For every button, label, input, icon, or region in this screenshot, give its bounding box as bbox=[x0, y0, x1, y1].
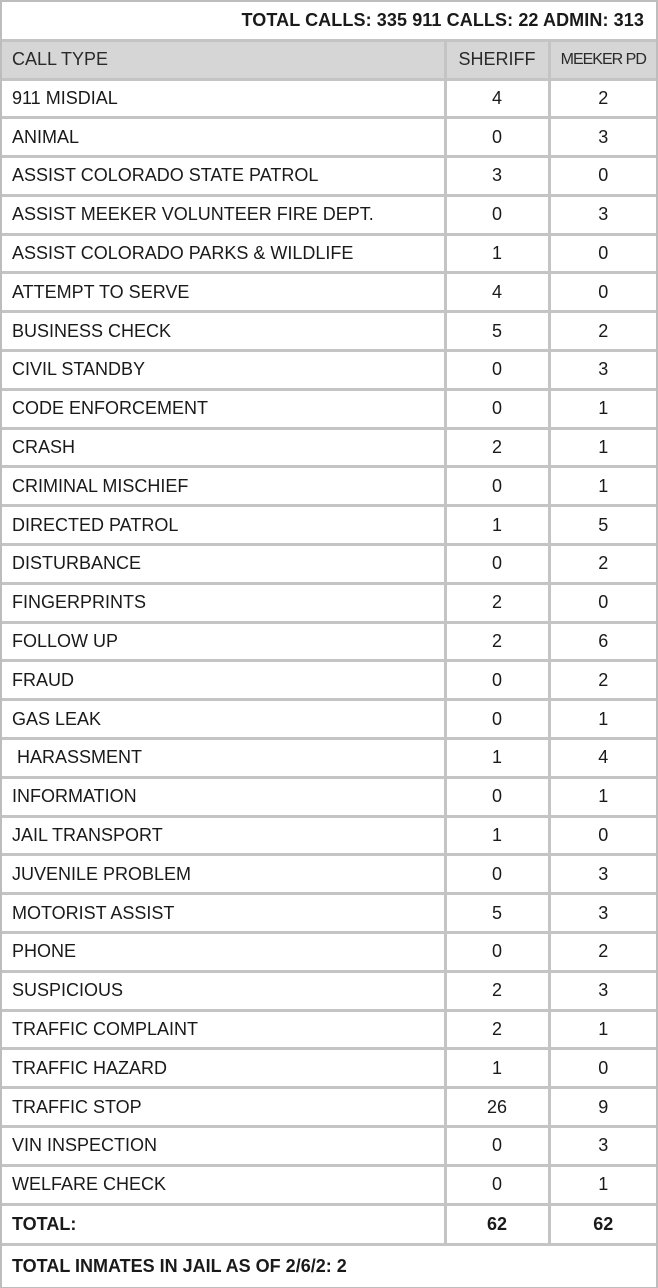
table-row bbox=[2, 428, 656, 467]
table-row bbox=[2, 351, 656, 390]
sheriff-count-cell: 0 bbox=[445, 777, 549, 816]
sheriff-count-cell: 1 bbox=[445, 1049, 549, 1088]
meeker-pd-count-cell: 1 bbox=[549, 777, 656, 816]
call-type-cell: ASSIST MEEKER VOLUNTEER FIRE DEPT. bbox=[2, 195, 445, 234]
sheriff-count-cell: 2 bbox=[445, 971, 549, 1010]
call-type-cell: DIRECTED PATROL bbox=[2, 506, 445, 545]
sheriff-count-cell: 0 bbox=[445, 545, 549, 584]
sheriff-count-cell: 3 bbox=[445, 157, 549, 196]
meeker-pd-count-cell: 0 bbox=[549, 816, 656, 855]
sheriff-count-cell: 0 bbox=[445, 389, 549, 428]
sheriff-count-cell: 4 bbox=[445, 79, 549, 118]
meeker-pd-count-cell: 3 bbox=[549, 351, 656, 390]
sheriff-count-cell: 2 bbox=[445, 583, 549, 622]
call-type-cell: BUSINESS CHECK bbox=[2, 312, 445, 351]
table-row bbox=[2, 894, 656, 933]
table-row bbox=[2, 506, 656, 545]
meeker-pd-count-cell: 0 bbox=[549, 1049, 656, 1088]
table-row bbox=[2, 700, 656, 739]
total-meeker-pd: 62 bbox=[549, 1204, 656, 1244]
meeker-pd-count-cell: 2 bbox=[549, 661, 656, 700]
sheriff-count-cell: 2 bbox=[445, 428, 549, 467]
table-row bbox=[2, 622, 656, 661]
table-row bbox=[2, 234, 656, 273]
sheriff-count-cell: 2 bbox=[445, 622, 549, 661]
meeker-pd-count-cell: 4 bbox=[549, 739, 656, 778]
call-type-cell: SUSPICIOUS bbox=[2, 971, 445, 1010]
table-row bbox=[2, 467, 656, 506]
sheriff-count-cell: 0 bbox=[445, 118, 549, 157]
meeker-pd-count-cell: 9 bbox=[549, 1088, 656, 1127]
sheriff-count-cell: 0 bbox=[445, 661, 549, 700]
sheriff-count-cell: 26 bbox=[445, 1088, 549, 1127]
table-row bbox=[2, 545, 656, 584]
call-type-cell: ATTEMPT TO SERVE bbox=[2, 273, 445, 312]
call-type-cell: FOLLOW UP bbox=[2, 622, 445, 661]
column-header-sheriff: SHERIFF bbox=[445, 42, 549, 79]
call-type-cell: VIN INSPECTION bbox=[2, 1127, 445, 1166]
inmates-text: TOTAL INMATES IN JAIL AS OF 2/6/2: 2 bbox=[12, 1255, 347, 1276]
call-type-cell: FRAUD bbox=[2, 661, 445, 700]
call-type-cell: JUVENILE PROBLEM bbox=[2, 855, 445, 894]
call-type-cell: CRIMINAL MISCHIEF bbox=[2, 467, 445, 506]
column-header-row bbox=[2, 42, 656, 79]
call-type-cell: MOTORIST ASSIST bbox=[2, 894, 445, 933]
table-body bbox=[2, 79, 656, 1244]
table-row bbox=[2, 1127, 656, 1166]
summary-header bbox=[2, 2, 656, 42]
total-label: TOTAL: bbox=[2, 1204, 445, 1244]
table-row bbox=[2, 1049, 656, 1088]
call-type-cell: JAIL TRANSPORT bbox=[2, 816, 445, 855]
call-type-cell: DISTURBANCE bbox=[2, 545, 445, 584]
table-row bbox=[2, 661, 656, 700]
sheriff-count-cell: 5 bbox=[445, 312, 549, 351]
sheriff-count-cell: 1 bbox=[445, 816, 549, 855]
meeker-pd-count-cell: 3 bbox=[549, 971, 656, 1010]
sheriff-count-cell: 0 bbox=[445, 195, 549, 234]
total-sheriff: 62 bbox=[445, 1204, 549, 1244]
meeker-pd-count-cell: 0 bbox=[549, 273, 656, 312]
call-type-cell: TRAFFIC HAZARD bbox=[2, 1049, 445, 1088]
meeker-pd-count-cell: 3 bbox=[549, 894, 656, 933]
meeker-pd-count-cell: 1 bbox=[549, 467, 656, 506]
table-row bbox=[2, 816, 656, 855]
table-row bbox=[2, 1088, 656, 1127]
call-type-cell: TRAFFIC COMPLAINT bbox=[2, 1010, 445, 1049]
table-row bbox=[2, 1010, 656, 1049]
sheriff-count-cell: 0 bbox=[445, 1127, 549, 1166]
table-row bbox=[2, 157, 656, 196]
meeker-pd-count-cell: 2 bbox=[549, 312, 656, 351]
sheriff-count-cell: 1 bbox=[445, 739, 549, 778]
table-row bbox=[2, 583, 656, 622]
table-row bbox=[2, 389, 656, 428]
meeker-pd-count-cell: 1 bbox=[549, 428, 656, 467]
call-type-cell: INFORMATION bbox=[2, 777, 445, 816]
meeker-pd-count-cell: 1 bbox=[549, 1010, 656, 1049]
meeker-pd-count-cell: 0 bbox=[549, 583, 656, 622]
call-type-cell: CRASH bbox=[2, 428, 445, 467]
call-type-cell: CODE ENFORCEMENT bbox=[2, 389, 445, 428]
call-type-cell: HARASSMENT bbox=[2, 739, 445, 778]
sheriff-count-cell: 1 bbox=[445, 506, 549, 545]
sheriff-count-cell: 0 bbox=[445, 933, 549, 972]
meeker-pd-count-cell: 2 bbox=[549, 545, 656, 584]
call-type-cell: ANIMAL bbox=[2, 118, 445, 157]
call-type-cell: 911 MISDIAL bbox=[2, 79, 445, 118]
call-type-cell: ASSIST COLORADO PARKS & WILDLIFE bbox=[2, 234, 445, 273]
sheriff-count-cell: 2 bbox=[445, 1010, 549, 1049]
call-type-cell: FINGERPRINTS bbox=[2, 583, 445, 622]
column-header-meeker-pd: MEEKER PD bbox=[549, 42, 656, 79]
column-header-call-type: CALL TYPE bbox=[2, 42, 445, 79]
inmates-footer bbox=[2, 1246, 656, 1287]
sheriff-count-cell: 5 bbox=[445, 894, 549, 933]
table-row bbox=[2, 1165, 656, 1204]
table-row bbox=[2, 118, 656, 157]
table-row bbox=[2, 195, 656, 234]
call-type-cell: TRAFFIC STOP bbox=[2, 1088, 445, 1127]
table-row bbox=[2, 273, 656, 312]
call-type-cell: PHONE bbox=[2, 933, 445, 972]
table-row bbox=[2, 855, 656, 894]
meeker-pd-count-cell: 6 bbox=[549, 622, 656, 661]
table-row bbox=[2, 777, 656, 816]
meeker-pd-count-cell: 3 bbox=[549, 855, 656, 894]
table-row bbox=[2, 971, 656, 1010]
meeker-pd-count-cell: 5 bbox=[549, 506, 656, 545]
call-type-table bbox=[2, 42, 656, 1246]
meeker-pd-count-cell: 1 bbox=[549, 700, 656, 739]
meeker-pd-count-cell: 2 bbox=[549, 933, 656, 972]
sheriff-count-cell: 1 bbox=[445, 234, 549, 273]
sheriff-count-cell: 4 bbox=[445, 273, 549, 312]
meeker-pd-count-cell: 3 bbox=[549, 118, 656, 157]
meeker-pd-count-cell: 2 bbox=[549, 79, 656, 118]
call-type-cell: WELFARE CHECK bbox=[2, 1165, 445, 1204]
meeker-pd-count-cell: 1 bbox=[549, 389, 656, 428]
meeker-pd-count-cell: 3 bbox=[549, 195, 656, 234]
sheriff-count-cell: 0 bbox=[445, 467, 549, 506]
summary-text: TOTAL CALLS: 335 911 CALLS: 22 ADMIN: 313 bbox=[241, 10, 644, 30]
call-type-cell: CIVIL STANDBY bbox=[2, 351, 445, 390]
meeker-pd-count-cell: 0 bbox=[549, 157, 656, 196]
table-row bbox=[2, 933, 656, 972]
sheriff-count-cell: 0 bbox=[445, 700, 549, 739]
table-row bbox=[2, 312, 656, 351]
table-row bbox=[2, 79, 656, 118]
call-type-cell: ASSIST COLORADO STATE PATROL bbox=[2, 157, 445, 196]
sheriff-count-cell: 0 bbox=[445, 855, 549, 894]
total-row bbox=[2, 1204, 656, 1244]
meeker-pd-count-cell: 1 bbox=[549, 1165, 656, 1204]
meeker-pd-count-cell: 3 bbox=[549, 1127, 656, 1166]
sheriff-count-cell: 0 bbox=[445, 351, 549, 390]
table-row bbox=[2, 739, 656, 778]
meeker-pd-count-cell: 0 bbox=[549, 234, 656, 273]
sheriff-count-cell: 0 bbox=[445, 1165, 549, 1204]
call-type-cell: GAS LEAK bbox=[2, 700, 445, 739]
